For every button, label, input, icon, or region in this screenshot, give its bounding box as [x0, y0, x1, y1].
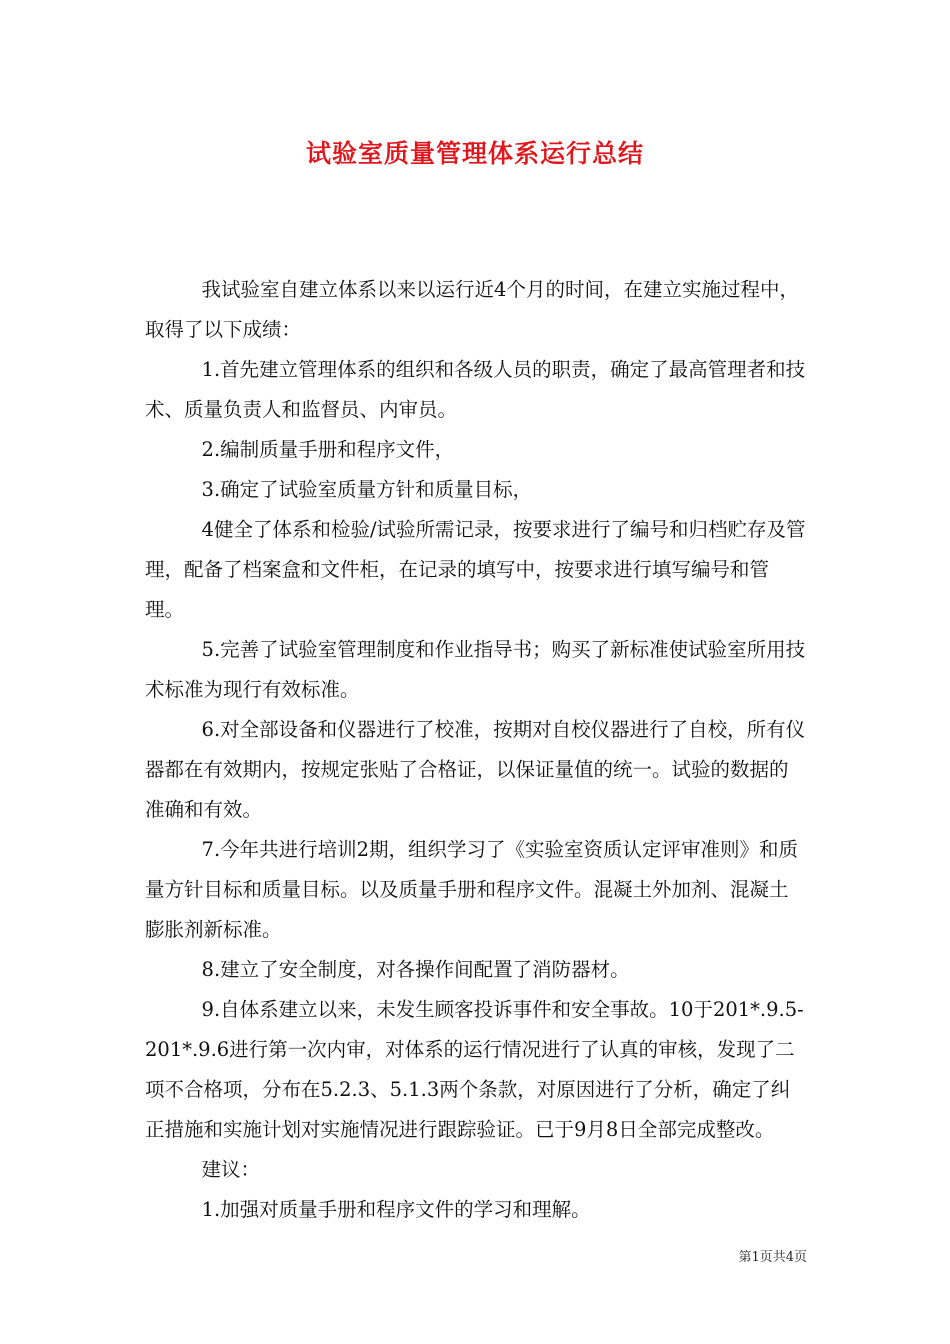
- page-number-footer: 第1页共4页: [738, 1250, 807, 1265]
- paragraph-item-8: 8.建立了安全制度，对各操作间配置了消防器材。: [201, 958, 630, 981]
- paragraph-item-9: 9.自体系建立以来，未发生顾客投诉事件和安全事故。10于201*.9.5-201*.9.6进行第一次内审，对体系的运行情况进行了认真的审核，发现了二项不合格项，分布在5.2.3、5.1.3两个条款，对原因进行了分析，确定了纠正措施和实施计划对实施情况进行跟踪验证。已于9月8日全部完成整改。: [145, 998, 804, 1141]
- paragraph-item-2: 2.编制质量手册和程序文件，: [201, 438, 455, 461]
- paragraph-suggestions-heading: 建议：: [201, 1158, 261, 1181]
- paragraph-item-7: 7.今年共进行培训2期，组织学习了《实验室资质认定评审准则》和质量方针目标和质量目标。以及质量手册和程序文件。混凝土外加剂、混凝土膨胀剂新标准。: [145, 838, 799, 941]
- paragraph-item-5: 5.完善了试验室管理制度和作业指导书；购买了新标准使试验室所用技术标准为现行有效标准。: [145, 638, 806, 701]
- paragraph-item-3: 3.确定了试验室质量方针和质量目标，: [201, 478, 533, 501]
- paragraph-item-4: 4健全了体系和检验/试验所需记录，按要求进行了编号和归档贮存及管理，配备了档案盒和文件柜，在记录的填写中，按要求进行填写编号和管理。: [145, 518, 806, 621]
- document-body: [145, 270, 807, 1230]
- paragraph-item-1: 1.首先建立管理体系的组织和各级人员的职责，确定了最高管理者和技术、质量负责人和监督员、内审员。: [145, 358, 806, 421]
- document-title: 试验室质量管理体系运行总结: [305, 139, 644, 168]
- paragraph-intro: 我试验室自建立体系以来以运行近4个月的时间，在建立实施过程中，取得了以下成绩：: [145, 278, 799, 341]
- paragraph-item-6: 6.对全部设备和仪器进行了校准，按期对自校仪器进行了自校，所有仪器都在有效期内，按规定张贴了合格证，以保证量值的统一。试验的数据的准确和有效。: [145, 718, 806, 821]
- paragraph-suggestion-1: 1.加强对质量手册和程序文件的学习和理解。: [201, 1198, 591, 1221]
